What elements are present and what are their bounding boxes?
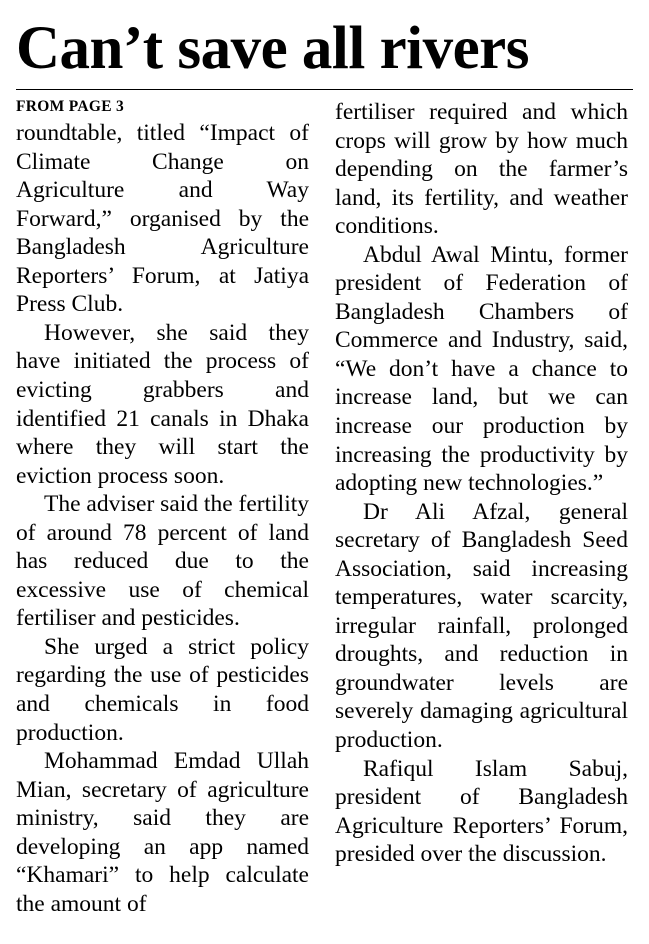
paragraph: She urged a strict policy regarding the use of pesticides and chemicals in food production. xyxy=(16,633,309,746)
column-right xyxy=(335,98,628,869)
column-left xyxy=(16,98,309,918)
paragraph: Mohammad Emdad Ullah Mian, secretary of agriculture ministry, said they are developing an app named “Khamari” to help calculate the amount of xyxy=(16,748,309,917)
headline-divider xyxy=(16,89,633,90)
paragraph: The adviser said the fertility of around 78 percent of land has reduced due to the excessive use of chemical fertiliser and pesticides. xyxy=(16,491,309,632)
paragraph: However, she said they have initiated the process of evicting grabbers and identified 21 canals in Dhaka where they will start the eviction process soon. xyxy=(16,319,309,489)
paragraph: Rafiqul Islam Sabuj, president of Bangladesh Agriculture Reporters’ Forum, presided over the discussion. xyxy=(335,755,628,868)
page-title: Can’t save all rivers xyxy=(16,15,529,82)
paragraph: Dr Ali Afzal, general secretary of Bangladesh Seed Association, said increasing temperatures, water scarcity, irregular rainfall, prolonged droughts, and reduction in groundwater levels are severely damaging agricultural production. xyxy=(335,498,628,754)
paragraph: Abdul Awal Mintu, former president of Federation of Bangladesh Chambers of Commerce and Industry, said, “We don’t have a chance to increase land, but we can increase our production by increasing the productivity by adopting new technologies.” xyxy=(335,241,628,497)
continuation-kicker: FROM PAGE 3 xyxy=(16,98,125,115)
article-columns xyxy=(16,98,633,918)
paragraph: fertiliser required and which crops will grow by how much depending on the farmer’s land, its fertility, and weather conditions. xyxy=(335,99,628,240)
paragraph: roundtable, titled “Impact of Climate Change on Agriculture and Way Forward,” organised by the Bangladesh Agriculture Reporters’ Forum, at Jatiya Press Club. xyxy=(16,120,309,318)
